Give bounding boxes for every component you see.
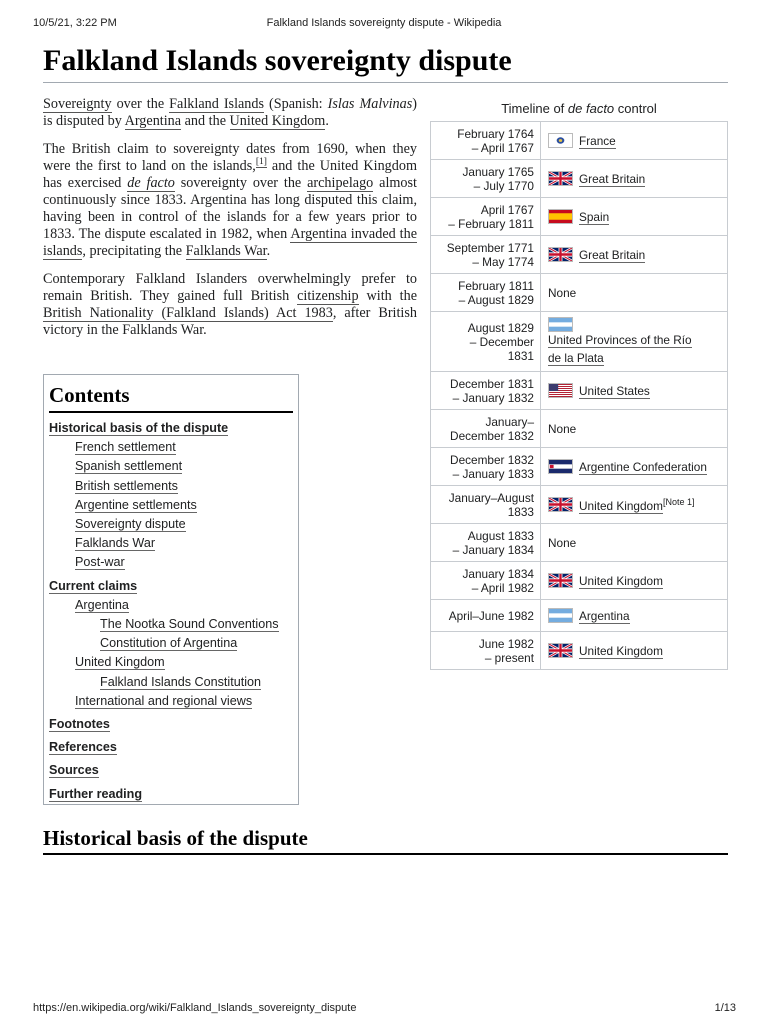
union-jack-flag-icon — [548, 643, 573, 658]
timeline-table — [430, 121, 728, 670]
toc-item-british-settlements[interactable]: British settlements — [75, 478, 178, 493]
toc-item-current-claims[interactable]: Current claims — [49, 578, 138, 593]
print-page-title: Falkland Islands sovereignty dispute - Wikipedia — [266, 17, 502, 29]
intro-paragraph-1: Sovereignty over the Falkland Islands (Spanish: Islas Malvinas) is disputed by Argentina and the United Kingdom. — [43, 96, 417, 129]
no-controller-text: None — [548, 421, 577, 436]
print-footer — [0, 994, 768, 1024]
timeline-row — [431, 448, 728, 486]
timeline-row — [431, 600, 728, 632]
timeline-period: August 1829 – December 1831 — [431, 312, 541, 372]
country-link[interactable]: United Kingdom — [579, 643, 663, 658]
toc-item-international-views[interactable]: International and regional views — [75, 693, 253, 708]
timeline-caption: Timeline of de facto control — [501, 101, 657, 116]
toc-item-sources[interactable]: Sources — [49, 763, 99, 778]
toc-item-argentine-settlements[interactable]: Argentine settlements — [75, 497, 197, 512]
timeline-period: February 1811 – August 1829 — [431, 274, 541, 312]
timeline-period: June 1982 – present — [431, 632, 541, 670]
print-url: https://en.wikipedia.org/wiki/Falkland_Islands_sovereignty_dispute — [33, 1002, 357, 1014]
timeline-controller — [541, 160, 728, 198]
link-falklands-war[interactable]: Falklands War — [185, 243, 267, 259]
country-link[interactable]: Great Britain — [579, 247, 646, 262]
timeline-period: January– December 1832 — [431, 410, 541, 448]
islas-malvinas-text: Islas Malvinas — [327, 96, 413, 112]
timeline-controller — [541, 274, 728, 312]
union-jack-flag-icon — [548, 247, 573, 262]
link-argentina-invaded[interactable]: Argentina invaded the islands — [43, 226, 418, 259]
country-link[interactable]: United Kingdom[Note 1] — [579, 497, 695, 514]
timeline-controller — [541, 236, 728, 274]
link-citizenship[interactable]: citizenship — [297, 288, 359, 304]
intro-paragraph-2: The British claim to sovereignty dates from 1690, when they were the first to land on the islands,[1] and the United Kingdom has exercised de facto sovereignty over the archipelago almost continuously since 1833. Argentina has long disputed this claim, having been in control of the islands for a few years prior to 1833. The dispute escalated in 1982, when Argentina invaded the islands, precipitating the Falklands War. — [43, 141, 418, 259]
reference-link-1[interactable]: [1] — [255, 157, 267, 168]
intro-paragraph-3: Contemporary Falkland Islanders overwhelmingly prefer to remain British. They gained full British citizenship with the British Nationality (Falkland Islands) Act 1983, after British victory in the Falklands War. — [43, 271, 417, 338]
union-jack-flag-icon — [548, 573, 573, 588]
print-page-number: 1/13 — [714, 1002, 736, 1014]
link-archipelago[interactable]: archipelago — [307, 175, 374, 191]
timeline-row — [431, 122, 728, 160]
spain-flag-icon — [548, 209, 573, 224]
toc-item-constitution-argentina[interactable]: Constitution of Argentina — [100, 636, 238, 651]
link-united-kingdom[interactable]: United Kingdom — [229, 113, 326, 129]
toc-item-united-kingdom[interactable]: United Kingdom — [75, 655, 165, 670]
toc-item-further-reading[interactable]: Further reading — [49, 786, 143, 801]
timeline-period: January 1834 – April 1982 — [431, 562, 541, 600]
link-argentina[interactable]: Argentina — [124, 113, 182, 129]
print-datetime: 10/5/21, 3:22 PM — [33, 17, 117, 29]
toc-item-sovereignty-dispute[interactable]: Sovereignty dispute — [75, 517, 186, 532]
usa-flag-icon — [548, 383, 573, 398]
timeline-period: August 1833 – January 1834 — [431, 524, 541, 562]
timeline-period: January 1765 – July 1770 — [431, 160, 541, 198]
toc-item-historical-basis[interactable]: Historical basis of the dispute — [49, 421, 229, 435]
toc-item-nootka-sound[interactable]: The Nootka Sound Conventions — [100, 617, 279, 632]
timeline-controller — [541, 632, 728, 670]
timeline-row — [431, 524, 728, 562]
toc-item-french-settlement[interactable]: French settlement — [75, 440, 176, 455]
section-heading-historical: Historical basis of the dispute — [43, 826, 728, 855]
no-controller-text: None — [548, 535, 577, 550]
toc-item-footnotes[interactable]: Footnotes — [49, 717, 110, 732]
timeline-period: April 1767 – February 1811 — [431, 198, 541, 236]
country-link[interactable]: United States — [579, 383, 650, 398]
timeline-row — [431, 486, 728, 524]
toc-item-falklands-war[interactable]: Falklands War — [75, 536, 156, 551]
country-link[interactable]: Argentine Confederation — [579, 459, 707, 474]
timeline-period: January–August 1833 — [431, 486, 541, 524]
country-link[interactable]: France — [579, 133, 616, 148]
link-de-facto[interactable]: de facto — [127, 175, 175, 191]
article-title: Falkland Islands sovereignty dispute — [43, 42, 728, 83]
country-link[interactable]: Great Britain — [579, 171, 646, 186]
no-controller-text: None — [548, 285, 577, 300]
timeline-controller — [541, 524, 728, 562]
toc-item-argentina[interactable]: Argentina — [75, 597, 129, 612]
timeline-controller — [541, 312, 728, 372]
timeline-row — [431, 372, 728, 410]
country-link[interactable]: United Provinces of the Río de la Plata — [548, 333, 692, 365]
country-link[interactable]: United Kingdom — [579, 573, 663, 588]
timeline-controller — [541, 486, 728, 524]
toc-title: Contents — [49, 381, 293, 413]
timeline-controller — [541, 600, 728, 632]
timeline-controller — [541, 448, 728, 486]
timeline-controller — [541, 562, 728, 600]
timeline-row — [431, 632, 728, 670]
link-falkland-islands[interactable]: Falkland Islands — [169, 96, 265, 112]
timeline-period: December 1832 – January 1833 — [431, 448, 541, 486]
timeline-row — [431, 236, 728, 274]
timeline-period: September 1771 – May 1774 — [431, 236, 541, 274]
note-reference[interactable]: [Note 1] — [662, 497, 695, 508]
confederation-flag-icon — [548, 459, 573, 474]
france-royal-flag-icon — [548, 133, 573, 148]
timeline-row — [431, 160, 728, 198]
toc-item-falkland-constitution[interactable]: Falkland Islands Constitution — [100, 674, 262, 689]
timeline-row — [431, 274, 728, 312]
timeline-row — [431, 198, 728, 236]
link-sovereignty[interactable]: Sovereignty — [43, 96, 112, 112]
toc-item-post-war[interactable]: Post-war — [75, 555, 125, 570]
timeline-row — [431, 410, 728, 448]
country-link[interactable]: Argentina — [579, 608, 630, 623]
link-nationality-act[interactable]: British Nationality (Falkland Islands) Act 1983 — [43, 305, 333, 321]
timeline-controller — [541, 372, 728, 410]
argentina-flag-icon — [548, 317, 573, 332]
print-header — [0, 0, 768, 30]
timeline-period: February 1764 – April 1767 — [431, 122, 541, 160]
timeline-controller — [541, 410, 728, 448]
union-jack-flag-icon — [548, 497, 573, 512]
timeline-row — [431, 562, 728, 600]
toc-item-references[interactable]: References — [49, 740, 117, 755]
article-intro — [43, 96, 417, 350]
argentina-flag-icon — [548, 608, 573, 623]
timeline-period: December 1831 – January 1832 — [431, 372, 541, 410]
timeline-period: April–June 1982 — [431, 600, 541, 632]
timeline-controller — [541, 122, 728, 160]
union-jack-flag-icon — [548, 171, 573, 186]
timeline-row — [431, 312, 728, 372]
table-of-contents — [43, 374, 299, 805]
toc-item-spanish-settlement[interactable]: Spanish settlement — [75, 459, 183, 474]
country-link[interactable]: Spain — [579, 209, 610, 224]
timeline-infobox — [430, 98, 728, 670]
timeline-controller — [541, 198, 728, 236]
